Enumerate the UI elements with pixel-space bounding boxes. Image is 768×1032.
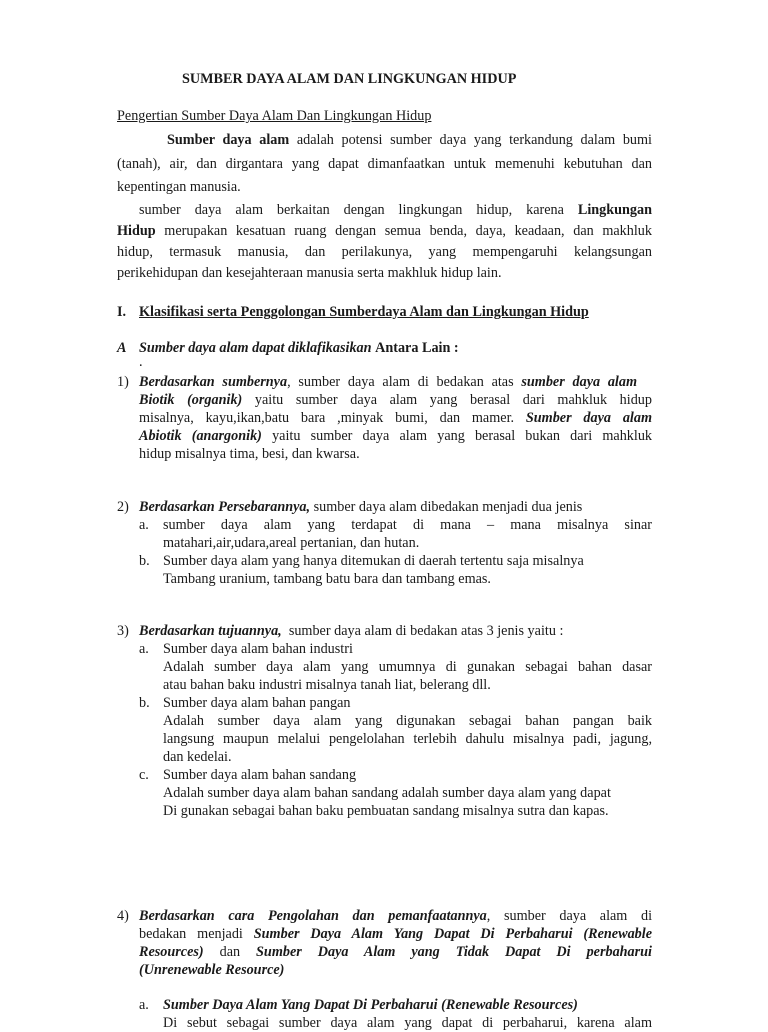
item4-line1	[139, 907, 652, 925]
item3-b-line2: langsung maupun melalui pengelolahan terlebih dahulu misalnya padi, jagung,	[163, 731, 652, 747]
item3-number: 3)	[117, 623, 129, 639]
emphasis: sumber daya alam	[521, 374, 637, 390]
item3-c-line2: Di gunakan sebagai bahan baku pembuatan sandang misalnya sutra dan kapas.	[163, 803, 609, 819]
item2-a-line1: sumber daya alam yang terdapat di mana – mana misalnya sinar	[163, 517, 652, 533]
item4-line3	[139, 943, 652, 961]
emphasis: Sumber Daya Alam yang Tidak Dapat Di perbaharui	[256, 944, 653, 960]
intro-p1-line2: (tanah), air, dan dirgantara yang dapat dimanfaatkan untuk memenuhi kebutuhan dan	[117, 156, 652, 172]
item1-line5: hidup misalnya tima, besi, dan kwarsa.	[139, 446, 360, 462]
section-number: I.	[117, 304, 127, 320]
item1-number: 1)	[117, 374, 129, 390]
intro-term: Sumber daya alam	[167, 132, 290, 148]
item3-a-title: Sumber daya alam bahan industri	[163, 641, 353, 657]
subsection-italic: Sumber daya alam dapat diklafikasikan	[139, 340, 372, 356]
item3-b-line1: Adalah sumber daya alam yang digunakan sebagai bahan pangan baik	[163, 713, 652, 729]
intro-text: adalah potensi sumber daya yang terkandung dalam bumi	[296, 132, 652, 148]
item1-line4	[139, 427, 652, 445]
text: bedakan menjadi	[139, 926, 243, 942]
intro-p2-line2	[117, 220, 652, 242]
text: sumber daya alam dibedakan menjadi dua jenis	[313, 499, 583, 515]
intro-p2-line4: perikehidupan dan kesejahteraan manusia serta makhluk hidup lain.	[117, 265, 502, 281]
section-heading: Klasifikasi serta Penggolongan Sumberdaya Alam dan Lingkungan Hidup	[139, 304, 589, 320]
text: dan	[219, 944, 241, 960]
item3-b-line3: dan kedelai.	[163, 749, 232, 765]
subsection-bold: Antara Lain :	[375, 340, 459, 356]
item1-line3	[139, 409, 652, 427]
intro-p2-line1	[139, 199, 652, 221]
intro-p1-line3: kepentingan manusia.	[117, 179, 241, 195]
emphasis: Berdasarkan tujuannya,	[139, 623, 282, 639]
item4-number: 4)	[117, 908, 129, 924]
intro-text: merupakan kesatuan ruang dengan semua benda, daya, keadaan, dan makhluk	[164, 223, 652, 239]
item4-a-line1: Di sebut sebagai sumber daya alam yang dapat di perbaharui, karena alam	[163, 1015, 652, 1031]
emphasis: Biotik (organik)	[139, 392, 243, 408]
item3-line1	[139, 622, 563, 640]
item1-line2	[139, 391, 652, 409]
item1-line1	[139, 373, 637, 391]
subsection-letter: A	[117, 340, 127, 356]
item3-b-title: Sumber daya alam bahan pangan	[163, 695, 351, 711]
text: misalnya, kayu,ikan,batu bara ,minyak bumi, dan mamer.	[139, 410, 515, 426]
emphasis: Abiotik (anargonik)	[139, 428, 262, 444]
intro-text: sumber daya alam berkaitan dengan lingkungan hidup, karena	[139, 202, 564, 218]
emphasis: Sumber daya alam	[525, 410, 652, 426]
emphasis: Berdasarkan cara Pengolahan dan pemanfaatannya	[139, 908, 487, 924]
item2-b-letter: b.	[139, 553, 150, 569]
intro-term: Lingkungan	[577, 202, 652, 218]
item4-a-letter: a.	[139, 997, 149, 1013]
intro-term: Hidup	[117, 223, 156, 239]
emphasis: Berdasarkan Persebarannya,	[139, 499, 311, 515]
text: sumber daya alam di bedakan atas 3 jenis yaitu :	[288, 623, 564, 639]
page-title: SUMBER DAYA ALAM DAN LINGKUNGAN HIDUP	[182, 71, 517, 87]
text: , sumber daya alam di bedakan atas	[287, 374, 514, 390]
item3-a-line1: Adalah sumber daya alam yang umumnya di gunakan sebagai bahan dasar	[163, 659, 652, 675]
emphasis: Resources)	[139, 944, 204, 960]
item4-line4: (Unrenewable Resource)	[139, 962, 285, 978]
page-subtitle: Pengertian Sumber Daya Alam Dan Lingkungan Hidup	[117, 108, 432, 124]
item3-b-letter: b.	[139, 695, 150, 711]
item2-a-letter: a.	[139, 517, 149, 533]
item3-a-line2: atau bahan baku industri misalnya tanah liat, belerang dll.	[163, 677, 491, 693]
emphasis: Berdasarkan sumbernya	[139, 374, 288, 390]
item3-c-letter: c.	[139, 767, 149, 783]
intro-p2-line3: hidup, termasuk manusia, dan perilakunya, yang mempengaruhi kelangsungan	[117, 244, 652, 260]
item3-c-line1: Adalah sumber daya alam bahan sandang adalah sumber daya alam yang dapat	[163, 785, 611, 801]
item3-a-letter: a.	[139, 641, 149, 657]
text: , sumber daya alam di	[486, 908, 653, 924]
subsection-heading	[139, 339, 459, 357]
text: yaitu sumber daya alam yang berasal bukan dari mahkluk	[272, 428, 653, 444]
item2-b-line2: Tambang uranium, tambang batu bara dan tambang emas.	[163, 571, 491, 587]
item2-a-line2: matahari,air,udara,areal pertanian, dan hutan.	[163, 535, 420, 551]
item2-number: 2)	[117, 499, 129, 515]
item2-b-line1: Sumber daya alam yang hanya ditemukan di daerah tertentu saja misalnya	[163, 553, 584, 569]
item3-c-title: Sumber daya alam bahan sandang	[163, 767, 357, 783]
emphasis: Sumber Daya Alam Yang Dapat Di Perbaharui (Renewable	[253, 926, 652, 942]
item2-line1	[139, 498, 582, 516]
text: yaitu sumber daya alam yang berasal dari mahkluk hidup	[254, 392, 652, 408]
intro-p1-line1	[117, 129, 652, 151]
subsection-dot: .	[139, 354, 143, 370]
item4-a-title: Sumber Daya Alam Yang Dapat Di Perbaharui (Renewable Resources)	[163, 997, 578, 1013]
item4-line2	[139, 925, 652, 943]
